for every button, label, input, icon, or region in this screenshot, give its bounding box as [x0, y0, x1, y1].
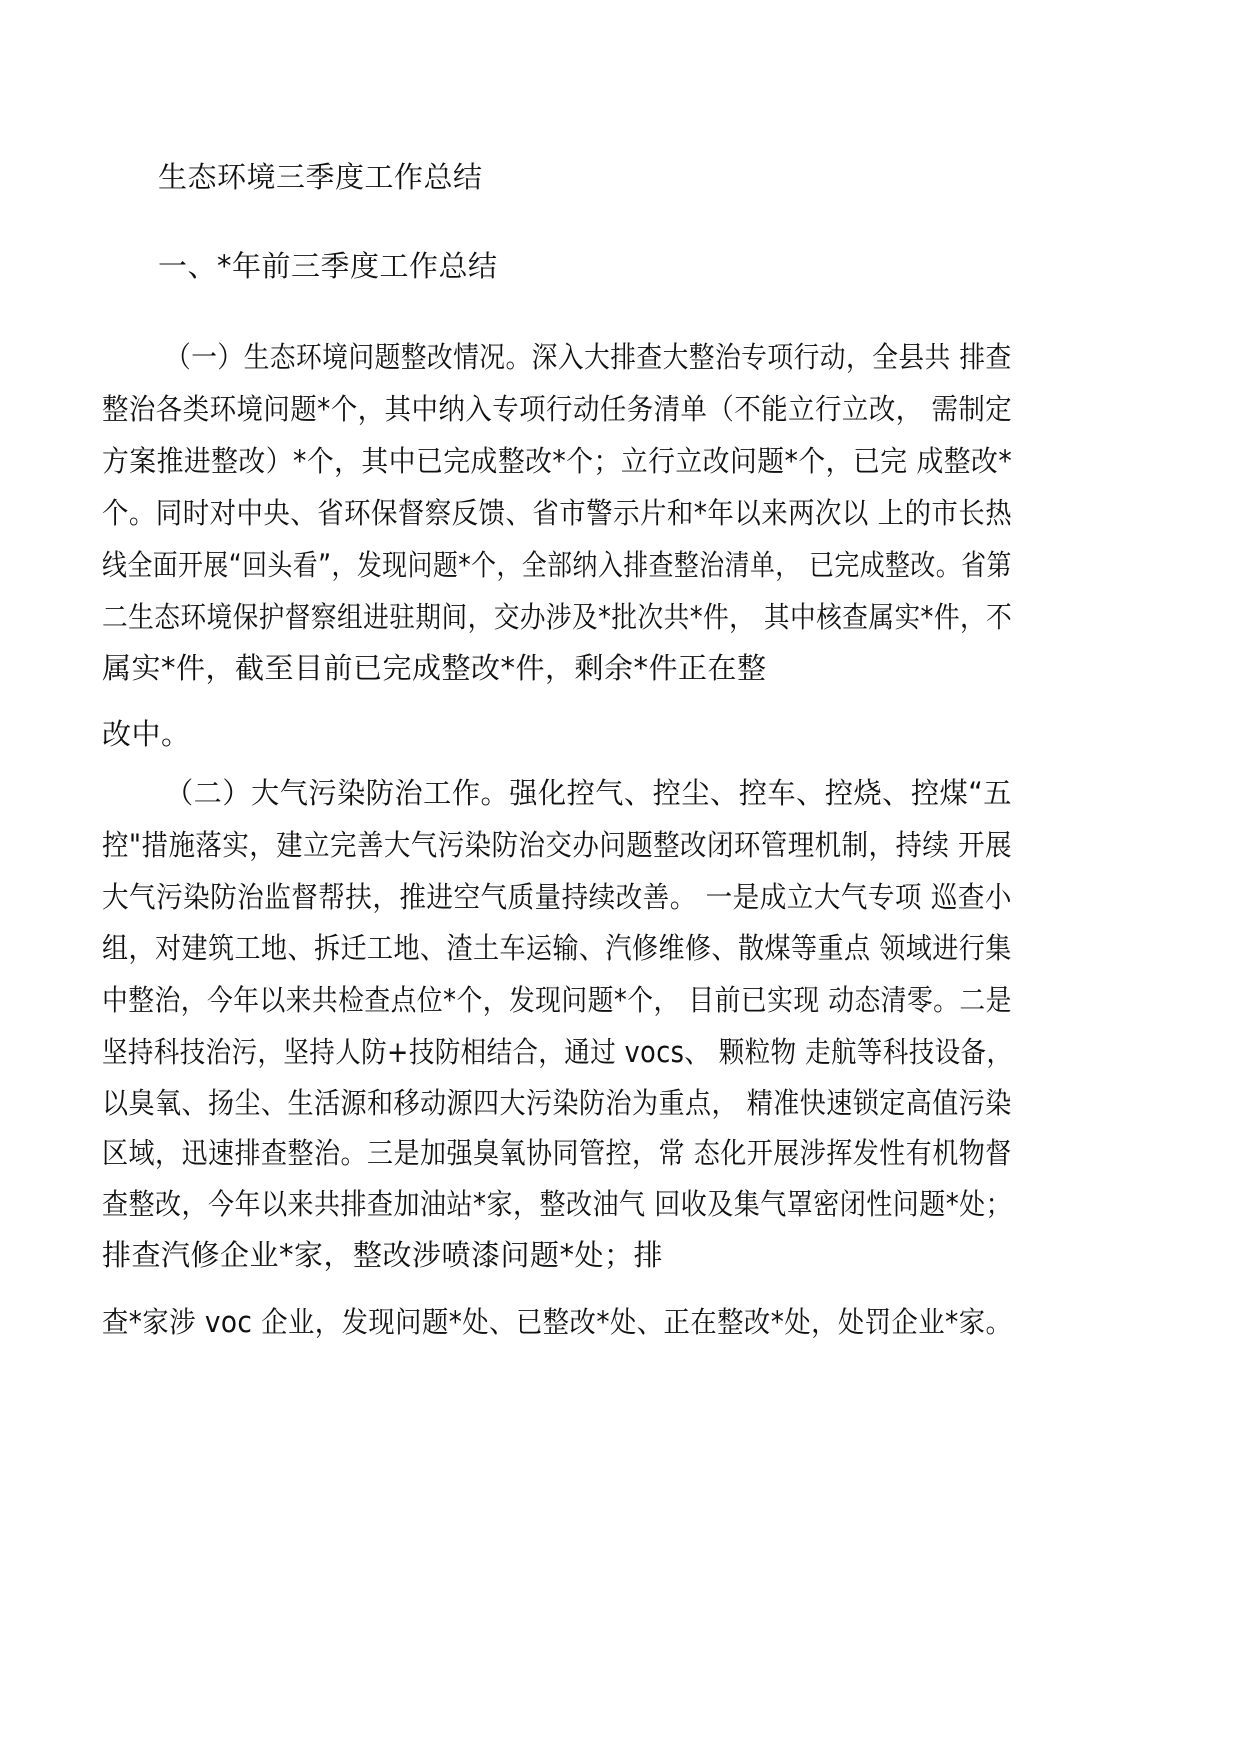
paragraph-line: 控"措施落实，建立完善大气污染防治交办问题整改闭环管理机制，持续 开展 — [102, 828, 1013, 862]
paragraph-line: 排查汽修企业*家，整改涉喷漆问题*处；排 — [102, 1238, 664, 1272]
document-title: 生态环境三季度工作总结 — [158, 160, 483, 194]
paragraph-line: 查*家涉 voc 企业，发现问题*处、已整改*处、正在整改*处，处罚企业*家。 — [102, 1305, 1013, 1339]
paragraph-line: （二）大气污染防治工作。强化控气、控尘、控车、控烧、控煤“五 — [165, 776, 1012, 810]
paragraph-line: 线全面开展“回头看”，发现问题*个，全部纳入排查整治清单， 已完成整改。省第 — [102, 548, 1012, 582]
paragraph-line: 以臭氧、扬尘、生活源和移动源四大污染防治为重点， 精准快速锁定高值污染 — [102, 1086, 1012, 1120]
paragraph-line: 中整治，今年以来共检查点位*个，发现问题*个， 目前已实现 动态清零。二是 — [102, 983, 1012, 1017]
paragraph-line: 坚持科技治污，坚持人防+技防相结合，通过 vocs、 颗粒物 走航等科技设备， — [102, 1035, 1013, 1069]
paragraph-line: 区域，迅速排查整治。三是加强臭氧协同管控，常 态化开展涉挥发性有机物督 — [102, 1136, 1012, 1170]
paragraph-line: （一）生态环境问题整改情况。深入大排查大整治专项行动，全县共 排查 — [165, 340, 1012, 374]
paragraph-line: 方案推进整改）*个，其中已完成整改*个；立行立改问题*个，已完 成整改* — [102, 444, 1013, 478]
section-heading: 一、*年前三季度工作总结 — [158, 249, 498, 283]
paragraph-line: 整治各类环境问题*个，其中纳入专项行动任务清单（不能立行立改， 需制定 — [102, 392, 1013, 426]
paragraph-line: 查整改，今年以来共排查加油站*家，整改油气 回收及集气罩密闭性问题*处； — [102, 1187, 1013, 1221]
paragraph-line: 大气污染防治监督帮扶，推进空气质量持续改善。 一是成立大气专项 巡查小 — [102, 880, 1012, 914]
paragraph-line: 组，对建筑工地、拆迁工地、渣土车运输、汽修维修、散煤等重点 领域进行集 — [102, 931, 1012, 965]
paragraph-line: 个。同时对中央、省环保督察反馈、省市警示片和*年以来两次以 上的市长热 — [102, 496, 1013, 530]
paragraph-line: 改中。 — [102, 717, 191, 751]
paragraph-line: 二生态环境保护督察组进驻期间，交办涉及*批次共*件， 其中核查属实*件，不 — [102, 600, 1013, 634]
paragraph-line: 属实*件，截至目前已完成整改*件，剩余*件正在整 — [102, 651, 767, 685]
